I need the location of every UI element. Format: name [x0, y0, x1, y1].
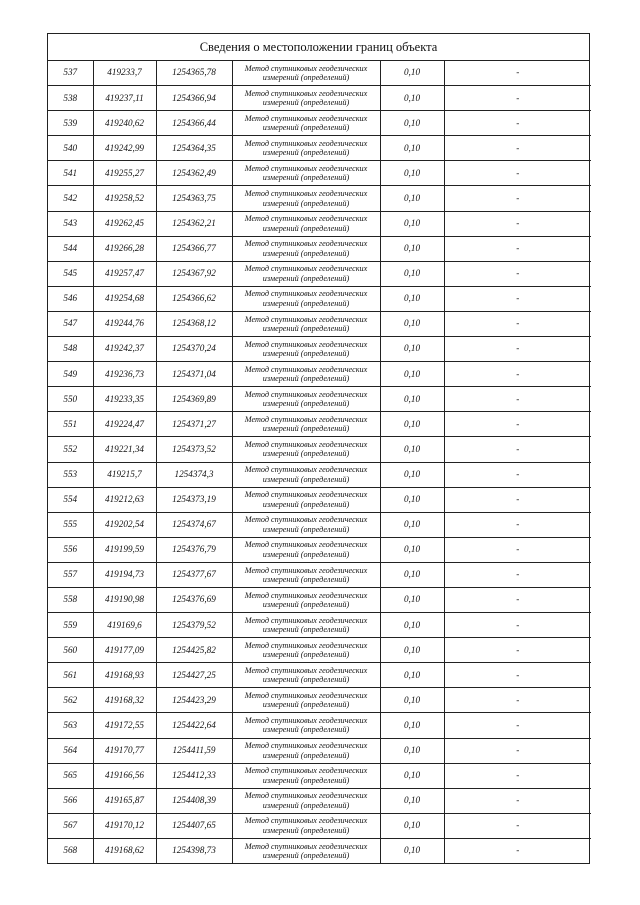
- accuracy-cell: 0,10: [380, 261, 444, 286]
- table-row: [48, 813, 591, 838]
- method-cell: [232, 211, 380, 236]
- accuracy-cell: 0,10: [380, 211, 444, 236]
- method-line-2: измерений (определений): [262, 148, 350, 158]
- method-line-2: измерений (определений): [262, 73, 350, 83]
- method-cell: [232, 813, 380, 838]
- table-row: [48, 362, 591, 387]
- method-line-2: измерений (определений): [262, 98, 350, 108]
- table-row: [48, 763, 591, 788]
- method-line-1: Метод спутниковых геодезических: [244, 816, 368, 826]
- accuracy-cell: 0,10: [380, 136, 444, 161]
- method-line-1: Метод спутниковых геодезических: [244, 440, 368, 450]
- point-number-cell: 565: [48, 763, 93, 788]
- point-number-cell: 537: [48, 61, 93, 86]
- method-line-2: измерений (определений): [262, 449, 350, 459]
- description-cell: -: [444, 713, 591, 738]
- description-cell: -: [444, 111, 591, 136]
- point-number-cell: 548: [48, 337, 93, 362]
- method-cell: [232, 713, 380, 738]
- point-number-cell: 544: [48, 236, 93, 261]
- accuracy-cell: 0,10: [380, 362, 444, 387]
- y-coordinate-cell: 1254366,77: [156, 236, 232, 261]
- description-cell: -: [444, 61, 591, 86]
- description-cell: -: [444, 286, 591, 311]
- y-coordinate-cell: 1254365,78: [156, 61, 232, 86]
- x-coordinate-cell: 419202,54: [93, 512, 156, 537]
- description-cell: -: [444, 663, 591, 688]
- method-line-1: Метод спутниковых геодезических: [244, 841, 368, 851]
- method-line-2: измерений (определений): [262, 549, 350, 559]
- description-cell: -: [444, 311, 591, 336]
- y-coordinate-cell: 1254425,82: [156, 638, 232, 663]
- method-cell: [232, 487, 380, 512]
- description-cell: -: [444, 838, 591, 863]
- y-coordinate-cell: 1254366,44: [156, 111, 232, 136]
- accuracy-cell: 0,10: [380, 537, 444, 562]
- x-coordinate-cell: 419177,09: [93, 638, 156, 663]
- method-line-2: измерений (определений): [262, 850, 350, 860]
- accuracy-cell: 0,10: [380, 86, 444, 111]
- method-line-2: измерений (определений): [262, 223, 350, 233]
- table-row: [48, 286, 591, 311]
- description-cell: -: [444, 136, 591, 161]
- table-row: [48, 412, 591, 437]
- boundary-sheet: [47, 33, 590, 864]
- description-cell: -: [444, 236, 591, 261]
- description-cell: -: [444, 537, 591, 562]
- accuracy-cell: 0,10: [380, 337, 444, 362]
- point-number-cell: 567: [48, 813, 93, 838]
- method-cell: [232, 261, 380, 286]
- method-cell: [232, 663, 380, 688]
- y-coordinate-cell: 1254373,19: [156, 487, 232, 512]
- description-cell: -: [444, 788, 591, 813]
- x-coordinate-cell: 419168,93: [93, 663, 156, 688]
- method-line-1: Метод спутниковых геодезических: [244, 389, 368, 399]
- point-number-cell: 538: [48, 86, 93, 111]
- table-row: [48, 236, 591, 261]
- table-row: [48, 587, 591, 612]
- y-coordinate-cell: 1254367,92: [156, 261, 232, 286]
- method-cell: [232, 788, 380, 813]
- x-coordinate-cell: 419266,28: [93, 236, 156, 261]
- x-coordinate-cell: 419168,32: [93, 688, 156, 713]
- method-cell: [232, 587, 380, 612]
- y-coordinate-cell: 1254379,52: [156, 613, 232, 638]
- method-line-1: Метод спутниковых геодезических: [244, 189, 368, 199]
- accuracy-cell: 0,10: [380, 487, 444, 512]
- description-cell: -: [444, 462, 591, 487]
- y-coordinate-cell: 1254423,29: [156, 688, 232, 713]
- y-coordinate-cell: 1254371,04: [156, 362, 232, 387]
- method-cell: [232, 61, 380, 86]
- x-coordinate-cell: 419254,68: [93, 286, 156, 311]
- method-line-1: Метод спутниковых геодезических: [244, 88, 368, 98]
- y-coordinate-cell: 1254363,75: [156, 186, 232, 211]
- point-number-cell: 541: [48, 161, 93, 186]
- y-coordinate-cell: 1254369,89: [156, 387, 232, 412]
- accuracy-cell: 0,10: [380, 412, 444, 437]
- table-row: [48, 437, 591, 462]
- coordinates-table: [48, 61, 591, 863]
- x-coordinate-cell: 419233,35: [93, 387, 156, 412]
- accuracy-cell: 0,10: [380, 437, 444, 462]
- point-number-cell: 539: [48, 111, 93, 136]
- accuracy-cell: 0,10: [380, 311, 444, 336]
- method-line-2: измерений (определений): [262, 173, 350, 183]
- y-coordinate-cell: 1254370,24: [156, 337, 232, 362]
- accuracy-cell: 0,10: [380, 512, 444, 537]
- table-row: [48, 537, 591, 562]
- x-coordinate-cell: 419221,34: [93, 437, 156, 462]
- point-number-cell: 552: [48, 437, 93, 462]
- method-cell: [232, 462, 380, 487]
- method-line-2: измерений (определений): [262, 675, 350, 685]
- y-coordinate-cell: 1254368,12: [156, 311, 232, 336]
- y-coordinate-cell: 1254407,65: [156, 813, 232, 838]
- table-row: [48, 61, 591, 86]
- description-cell: -: [444, 387, 591, 412]
- method-cell: [232, 512, 380, 537]
- table-row: [48, 638, 591, 663]
- accuracy-cell: 0,10: [380, 813, 444, 838]
- method-cell: [232, 337, 380, 362]
- x-coordinate-cell: 419236,73: [93, 362, 156, 387]
- method-line-2: измерений (определений): [262, 298, 350, 308]
- point-number-cell: 560: [48, 638, 93, 663]
- method-cell: [232, 86, 380, 111]
- description-cell: -: [444, 211, 591, 236]
- x-coordinate-cell: 419168,62: [93, 838, 156, 863]
- method-cell: [232, 638, 380, 663]
- method-line-1: Метод спутниковых геодезических: [244, 364, 368, 374]
- description-cell: -: [444, 337, 591, 362]
- x-coordinate-cell: 419257,47: [93, 261, 156, 286]
- x-coordinate-cell: 419244,76: [93, 311, 156, 336]
- y-coordinate-cell: 1254362,21: [156, 211, 232, 236]
- point-number-cell: 557: [48, 562, 93, 587]
- y-coordinate-cell: 1254366,62: [156, 286, 232, 311]
- table-row: [48, 738, 591, 763]
- point-number-cell: 556: [48, 537, 93, 562]
- point-number-cell: 540: [48, 136, 93, 161]
- description-cell: -: [444, 186, 591, 211]
- method-line-2: измерений (определений): [262, 600, 350, 610]
- method-line-2: измерений (определений): [262, 374, 350, 384]
- method-line-2: измерений (определений): [262, 474, 350, 484]
- y-coordinate-cell: 1254427,25: [156, 663, 232, 688]
- x-coordinate-cell: 419170,12: [93, 813, 156, 838]
- table-row: [48, 512, 591, 537]
- method-line-1: Метод спутниковых геодезических: [244, 239, 368, 249]
- description-cell: -: [444, 738, 591, 763]
- method-line-1: Метод спутниковых геодезических: [244, 414, 368, 424]
- method-line-2: измерений (определений): [262, 273, 350, 283]
- point-number-cell: 545: [48, 261, 93, 286]
- description-cell: -: [444, 688, 591, 713]
- point-number-cell: 562: [48, 688, 93, 713]
- method-cell: [232, 286, 380, 311]
- table-row: [48, 86, 591, 111]
- method-line-1: Метод спутниковых геодезических: [244, 314, 368, 324]
- table-title: Сведения о местоположении границ объекта: [48, 34, 589, 61]
- method-line-2: измерений (определений): [262, 349, 350, 359]
- method-cell: [232, 437, 380, 462]
- x-coordinate-cell: 419258,52: [93, 186, 156, 211]
- description-cell: -: [444, 613, 591, 638]
- description-cell: -: [444, 587, 591, 612]
- description-cell: -: [444, 512, 591, 537]
- x-coordinate-cell: 419242,99: [93, 136, 156, 161]
- x-coordinate-cell: 419194,73: [93, 562, 156, 587]
- method-line-1: Метод спутниковых геодезических: [244, 289, 368, 299]
- method-line-2: измерений (определений): [262, 750, 350, 760]
- method-line-1: Метод спутниковых геодезических: [244, 716, 368, 726]
- method-line-1: Метод спутниковых геодезических: [244, 766, 368, 776]
- table-row: [48, 688, 591, 713]
- method-line-2: измерений (определений): [262, 524, 350, 534]
- method-cell: [232, 236, 380, 261]
- method-line-1: Метод спутниковых геодезических: [244, 741, 368, 751]
- method-line-1: Метод спутниковых геодезических: [244, 540, 368, 550]
- x-coordinate-cell: 419169,6: [93, 613, 156, 638]
- method-line-1: Метод спутниковых геодезических: [244, 138, 368, 148]
- y-coordinate-cell: 1254408,39: [156, 788, 232, 813]
- x-coordinate-cell: 419215,7: [93, 462, 156, 487]
- accuracy-cell: 0,10: [380, 613, 444, 638]
- method-cell: [232, 362, 380, 387]
- description-cell: -: [444, 638, 591, 663]
- method-cell: [232, 537, 380, 562]
- table-row: [48, 663, 591, 688]
- method-cell: [232, 562, 380, 587]
- method-line-1: Метод спутниковых геодезических: [244, 490, 368, 500]
- y-coordinate-cell: 1254377,67: [156, 562, 232, 587]
- accuracy-cell: 0,10: [380, 763, 444, 788]
- accuracy-cell: 0,10: [380, 713, 444, 738]
- method-line-1: Метод спутниковых геодезических: [244, 590, 368, 600]
- y-coordinate-cell: 1254371,27: [156, 412, 232, 437]
- method-line-2: измерений (определений): [262, 725, 350, 735]
- table-row: [48, 136, 591, 161]
- x-coordinate-cell: 419242,37: [93, 337, 156, 362]
- method-line-2: измерений (определений): [262, 775, 350, 785]
- description-cell: -: [444, 437, 591, 462]
- table-row: [48, 562, 591, 587]
- method-cell: [232, 136, 380, 161]
- method-line-1: Метод спутниковых геодезических: [244, 465, 368, 475]
- table-row: [48, 462, 591, 487]
- method-line-2: измерений (определений): [262, 650, 350, 660]
- method-line-1: Метод спутниковых геодезических: [244, 565, 368, 575]
- method-line-2: измерений (определений): [262, 198, 350, 208]
- point-number-cell: 566: [48, 788, 93, 813]
- accuracy-cell: 0,10: [380, 462, 444, 487]
- table-row: [48, 161, 591, 186]
- method-line-1: Метод спутниковых геодезических: [244, 690, 368, 700]
- accuracy-cell: 0,10: [380, 161, 444, 186]
- accuracy-cell: 0,10: [380, 738, 444, 763]
- description-cell: -: [444, 86, 591, 111]
- method-line-1: Метод спутниковых геодезических: [244, 665, 368, 675]
- x-coordinate-cell: 419190,98: [93, 587, 156, 612]
- description-cell: -: [444, 763, 591, 788]
- description-cell: -: [444, 261, 591, 286]
- method-line-1: Метод спутниковых геодезических: [244, 164, 368, 173]
- method-cell: [232, 838, 380, 863]
- method-line-1: Метод спутниковых геодезических: [244, 339, 368, 349]
- method-cell: [232, 387, 380, 412]
- method-line-2: измерений (определений): [262, 825, 350, 835]
- point-number-cell: 546: [48, 286, 93, 311]
- y-coordinate-cell: 1254412,33: [156, 763, 232, 788]
- x-coordinate-cell: 419237,11: [93, 86, 156, 111]
- x-coordinate-cell: 419199,59: [93, 537, 156, 562]
- method-cell: [232, 186, 380, 211]
- description-cell: -: [444, 487, 591, 512]
- point-number-cell: 549: [48, 362, 93, 387]
- accuracy-cell: 0,10: [380, 838, 444, 863]
- y-coordinate-cell: 1254422,64: [156, 713, 232, 738]
- table-row: [48, 713, 591, 738]
- point-number-cell: 559: [48, 613, 93, 638]
- accuracy-cell: 0,10: [380, 387, 444, 412]
- method-line-1: Метод спутниковых геодезических: [244, 791, 368, 801]
- accuracy-cell: 0,10: [380, 111, 444, 136]
- method-line-2: измерений (определений): [262, 800, 350, 810]
- x-coordinate-cell: 419166,56: [93, 763, 156, 788]
- method-cell: [232, 111, 380, 136]
- accuracy-cell: 0,10: [380, 688, 444, 713]
- table-row: [48, 487, 591, 512]
- description-cell: -: [444, 161, 591, 186]
- y-coordinate-cell: 1254373,52: [156, 437, 232, 462]
- point-number-cell: 558: [48, 587, 93, 612]
- x-coordinate-cell: 419240,62: [93, 111, 156, 136]
- accuracy-cell: 0,10: [380, 186, 444, 211]
- accuracy-cell: 0,10: [380, 663, 444, 688]
- table-row: [48, 788, 591, 813]
- y-coordinate-cell: 1254366,94: [156, 86, 232, 111]
- method-line-2: измерений (определений): [262, 248, 350, 258]
- description-cell: -: [444, 362, 591, 387]
- table-row: [48, 186, 591, 211]
- description-cell: -: [444, 813, 591, 838]
- coordinates-table-body: [48, 61, 591, 863]
- point-number-cell: 564: [48, 738, 93, 763]
- point-number-cell: 563: [48, 713, 93, 738]
- method-line-2: измерений (определений): [262, 323, 350, 333]
- accuracy-cell: 0,10: [380, 236, 444, 261]
- accuracy-cell: 0,10: [380, 286, 444, 311]
- method-cell: [232, 161, 380, 186]
- point-number-cell: 547: [48, 311, 93, 336]
- x-coordinate-cell: 419255,27: [93, 161, 156, 186]
- method-cell: [232, 311, 380, 336]
- table-row: [48, 111, 591, 136]
- x-coordinate-cell: 419233,7: [93, 61, 156, 86]
- table-row: [48, 838, 591, 863]
- method-line-2: измерений (определений): [262, 574, 350, 584]
- point-number-cell: 551: [48, 412, 93, 437]
- method-cell: [232, 688, 380, 713]
- method-line-2: измерений (определений): [262, 424, 350, 434]
- x-coordinate-cell: 419170,77: [93, 738, 156, 763]
- y-coordinate-cell: 1254376,79: [156, 537, 232, 562]
- y-coordinate-cell: 1254362,49: [156, 161, 232, 186]
- table-row: [48, 261, 591, 286]
- method-line-1: Метод спутниковых геодезических: [244, 515, 368, 525]
- accuracy-cell: 0,10: [380, 638, 444, 663]
- method-line-2: измерений (определений): [262, 625, 350, 635]
- method-line-1: Метод спутниковых геодезических: [244, 113, 368, 123]
- method-line-2: измерений (определений): [262, 499, 350, 509]
- method-line-1: Метод спутниковых геодезических: [244, 63, 368, 73]
- y-coordinate-cell: 1254374,3: [156, 462, 232, 487]
- y-coordinate-cell: 1254376,69: [156, 587, 232, 612]
- method-line-2: измерений (определений): [262, 399, 350, 409]
- point-number-cell: 542: [48, 186, 93, 211]
- method-line-2: измерений (определений): [262, 123, 350, 133]
- accuracy-cell: 0,10: [380, 562, 444, 587]
- y-coordinate-cell: 1254411,59: [156, 738, 232, 763]
- x-coordinate-cell: 419224,47: [93, 412, 156, 437]
- accuracy-cell: 0,10: [380, 587, 444, 612]
- method-line-1: Метод спутниковых геодезических: [244, 640, 368, 650]
- table-row: [48, 387, 591, 412]
- y-coordinate-cell: 1254374,67: [156, 512, 232, 537]
- method-line-1: Метод спутниковых геодезических: [244, 214, 368, 224]
- x-coordinate-cell: 419165,87: [93, 788, 156, 813]
- description-cell: -: [444, 412, 591, 437]
- accuracy-cell: 0,10: [380, 61, 444, 86]
- y-coordinate-cell: 1254398,73: [156, 838, 232, 863]
- table-row: [48, 337, 591, 362]
- point-number-cell: 568: [48, 838, 93, 863]
- method-cell: [232, 613, 380, 638]
- point-number-cell: 555: [48, 512, 93, 537]
- method-line-2: измерений (определений): [262, 700, 350, 710]
- x-coordinate-cell: 419262,45: [93, 211, 156, 236]
- method-cell: [232, 738, 380, 763]
- point-number-cell: 543: [48, 211, 93, 236]
- table-row: [48, 311, 591, 336]
- point-number-cell: 550: [48, 387, 93, 412]
- table-row: [48, 211, 591, 236]
- y-coordinate-cell: 1254364,35: [156, 136, 232, 161]
- method-line-1: Метод спутниковых геодезических: [244, 615, 368, 625]
- method-cell: [232, 763, 380, 788]
- method-cell: [232, 412, 380, 437]
- table-row: [48, 613, 591, 638]
- point-number-cell: 553: [48, 462, 93, 487]
- method-line-1: Метод спутниковых геодезических: [244, 264, 368, 274]
- x-coordinate-cell: 419172,55: [93, 713, 156, 738]
- point-number-cell: 554: [48, 487, 93, 512]
- point-number-cell: 561: [48, 663, 93, 688]
- accuracy-cell: 0,10: [380, 788, 444, 813]
- x-coordinate-cell: 419212,63: [93, 487, 156, 512]
- description-cell: -: [444, 562, 591, 587]
